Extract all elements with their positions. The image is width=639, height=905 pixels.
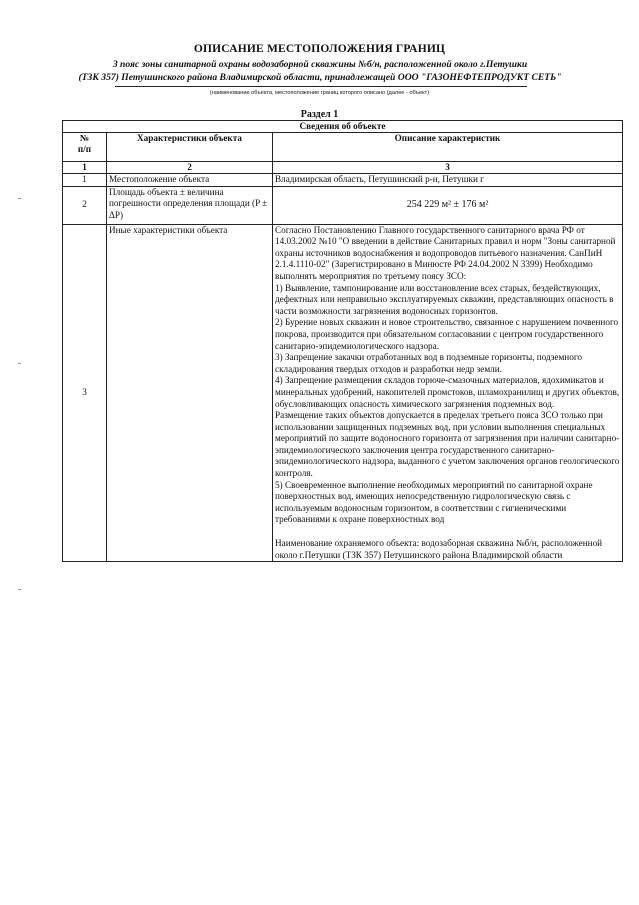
measure-paragraph: 1) Выявление, тампонирование или восстановление всех старых, бездействующих, дефектных или неправильно эксплуатируемых скважин, представляющих опасность в части возможности загрязнения водоносных горизонтов. xyxy=(275,282,614,316)
column-number: 2 xyxy=(107,162,273,174)
column-header-num: № п/п xyxy=(63,133,107,162)
row-characteristic: Иные характеристики объекта xyxy=(107,224,273,562)
margin-mark xyxy=(18,589,21,590)
column-header-row xyxy=(63,133,623,162)
row-description-area: 254 229 м² ± 176 м² xyxy=(273,186,623,224)
column-number: 3 xyxy=(273,162,623,174)
table-row xyxy=(63,174,623,187)
row-characteristic: Площадь объекта ± величина погрешности определения площади (P ± ΔP) xyxy=(107,186,273,224)
measure-paragraph: 5) Своевременное выполнение необходимых мероприятий по санитарной охране поверхностных вод, имеющих непосредственную гидрологическую связь с используемым водоносным горизонтом, в соответствии с гигиеническими требованиями к охране поверхностных вод xyxy=(275,479,593,525)
paragraph-gap xyxy=(275,526,620,538)
protected-object-name: Наименование охраняемого объекта: водозаборная скважина №б/н, расположенной около г.Петушки (ТЗК 357) Петушинского района Владимирской области xyxy=(275,538,603,560)
row-number: 3 xyxy=(63,224,107,562)
document-subtitle xyxy=(40,58,600,84)
object-caption: (наименование объекта, местоположение границ которого описано (далее - объект) xyxy=(209,90,430,96)
measure-paragraph: Размещение таких объектов допускается в пределах третьего пояса ЗСО только при использовании защищенных подземных вод, при условии выполнения специальных мероприятий по защите водоносного горизонта от загрязнения при наличии санитарно-эпидемиологического заключения центра государственного санитарно-эпидемиологического надзора, выданного с учетом заключения органов геологического контроля. xyxy=(275,410,620,479)
measure-paragraph: 2) Бурение новых скважин и новое строительство, связанное с нарушением почвенного покрова, производится при обязательном согласовании с центром государственного санитарно-эпидемиологического надзора. xyxy=(275,317,619,351)
row-description-measures xyxy=(273,224,623,562)
table-row xyxy=(63,186,623,224)
subtitle-line-2: (ТЗК 357) Петушинского района Владимирской области, принадлежащей ООО "ГАЗОНЕФТЕПРОДУКТ СЕТЬ" xyxy=(78,72,562,83)
margin-mark xyxy=(18,198,21,199)
document-title: ОПИСАНИЕ МЕСТОПОЛОЖЕНИЯ ГРАНИЦ xyxy=(193,43,446,55)
title-underline xyxy=(115,86,527,87)
table-header-bar xyxy=(63,121,623,133)
measure-paragraph: Согласно Постановлению Главного государственного санитарного врача РФ от 14.03.2002 №10 "О введении в действие Санитарных правил и норм "Зоны санитарной охраны источников водоснабжения и водопроводов питьевого назначения. СанПиН 2.1.4.1110-02" (Зарегистрировано в Минюсте РФ 24.04.2002 N 3399) Необходимо выполнять мероприятия по третьему поясу ЗСО: xyxy=(275,224,616,281)
column-header-description: Описание характеристик xyxy=(273,133,623,162)
margin-mark xyxy=(18,363,21,364)
row-number: 2 xyxy=(63,186,107,224)
object-info-table xyxy=(62,120,623,562)
row-number: 1 xyxy=(63,174,107,187)
row-characteristic: Местоположение объекта xyxy=(107,174,273,187)
column-number-row xyxy=(63,162,623,174)
measure-paragraph: 3) Запрещение закачки отработанных вод в подземные горизонты, подземного складирования твердых отходов и разработки недр земли. xyxy=(275,352,582,374)
section-heading: Раздел 1 xyxy=(300,109,339,120)
column-number: 1 xyxy=(63,162,107,174)
table-row xyxy=(63,224,623,562)
row-description: Владимирская область, Петушинский р-н, Петушки г xyxy=(273,174,623,187)
column-header-characteristic: Характеристики объекта xyxy=(107,133,273,162)
subtitle-line-1: 3 пояс зоны санитарной охраны водозаборной скважины №б/н, расположенной около г.Петушки xyxy=(112,59,528,70)
measure-paragraph: 4) Запрещение размещения складов горюче-смазочных материалов, ядохимикатов и минеральных удобрений, накопителей промстоков, шламохранилищ и других объектов, обусловливающих опасность химического загрязнения подземных вод. xyxy=(275,375,620,409)
table-header-bar-label: Сведения об объекте xyxy=(63,121,623,133)
